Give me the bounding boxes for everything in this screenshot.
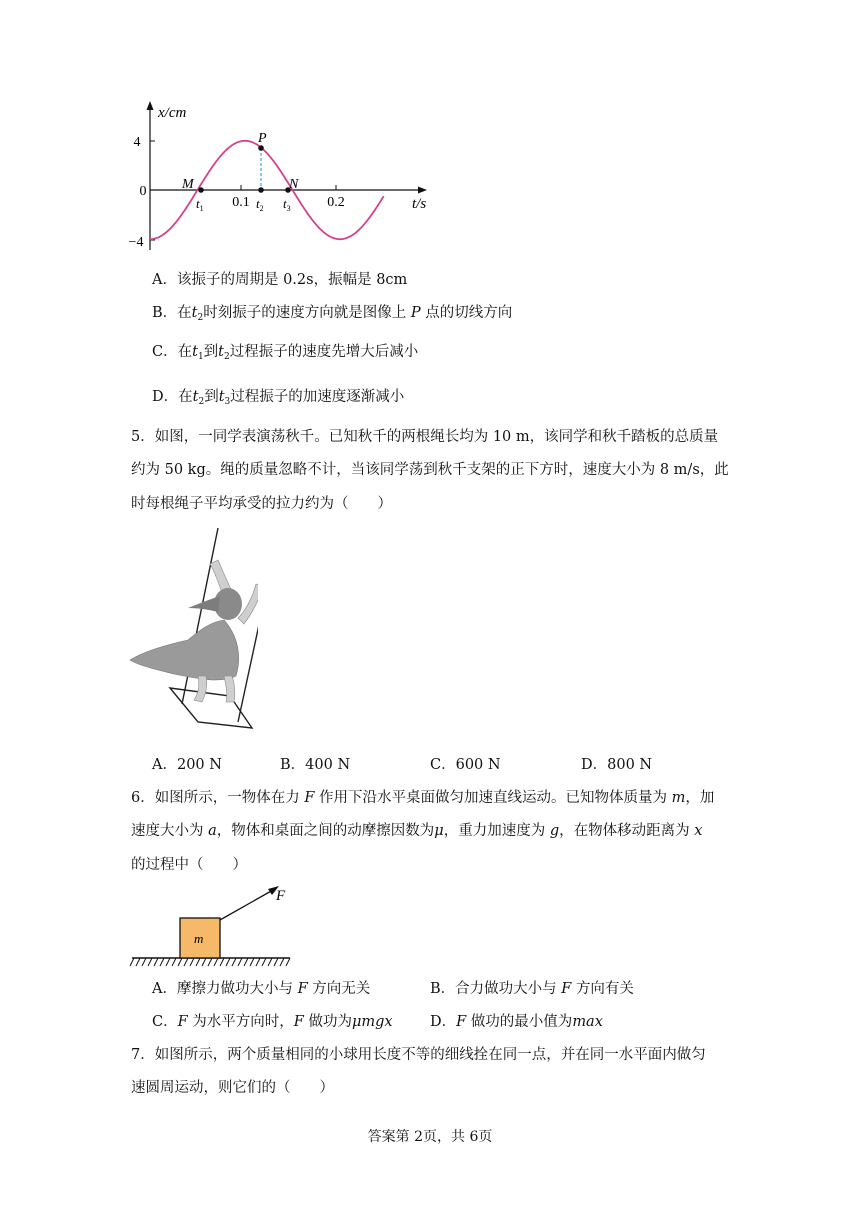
q6-option-a: A．摩擦力做功大小与 F 方向无关 xyxy=(152,981,371,997)
q6-option-d: D．F 做功的最小值为max xyxy=(430,1014,603,1030)
y-tick-4: 4 xyxy=(133,135,141,150)
label-t2: $t_2$ xyxy=(256,196,264,213)
block-force-diagram xyxy=(128,880,298,970)
q6-line-1: 6．如图所示，一物体在力 F 作用下沿水平桌面做匀加速直线运动。已知物体质量为 m，加 xyxy=(131,790,715,806)
x-tick-0.2: 0.2 xyxy=(327,195,345,210)
y-tick-neg4: −4 xyxy=(128,235,144,250)
q5-option-d: D．800 N xyxy=(581,757,653,773)
swing-illustration xyxy=(128,526,258,736)
force-arrow xyxy=(220,890,273,920)
label-t1: $t_1$ xyxy=(196,196,204,213)
y-axis-arrow xyxy=(147,101,154,110)
x-axis-label: t/s xyxy=(412,196,427,212)
page-footer: 答案第 2页，共 6页 xyxy=(367,1129,493,1145)
q4-option-c: C．在$t_1$到$t_2$过程振子的速度先增大后减小 xyxy=(152,344,419,362)
label-t3: $t_3$ xyxy=(283,196,291,213)
q5-option-a: A．200 N xyxy=(152,757,222,773)
q6-line-2: 速度大小为 a，物体和桌面之间的动摩擦因数为μ，重力加速度为 g，在物体移动距离为 x xyxy=(131,823,703,839)
q6-line-3: 的过程中（ ） xyxy=(131,857,247,873)
y-axis-label: x/cm xyxy=(158,105,187,121)
oscillation-graph xyxy=(125,98,435,258)
label-p: P xyxy=(258,131,267,146)
q4-option-a: A．该振子的周期是 0.2s，振幅是 8cm xyxy=(152,272,408,288)
mass-label: m xyxy=(194,931,204,946)
label-m: M xyxy=(182,177,194,192)
q5-line-3: 时每根绳子平均承受的拉力约为（ ） xyxy=(131,496,392,512)
q5-option-c: C．600 N xyxy=(430,757,501,773)
point-m xyxy=(198,187,204,193)
q5-option-b: B．400 N xyxy=(280,757,351,773)
q7-line-2: 速圆周运动，则它们的（ ） xyxy=(131,1080,334,1096)
q4-option-b: B．在$t_2$时刻振子的速度方向就是图像上 P 点的切线方向 xyxy=(152,305,513,323)
x-tick-0.1: 0.1 xyxy=(232,195,250,210)
y-tick-0: 0 xyxy=(139,184,147,199)
q4-option-d: D．在$t_2$到$t_3$过程振子的加速度逐渐减小 xyxy=(152,389,405,407)
q6-option-c: C．F 为水平方向时，F 做功为μmgx xyxy=(152,1014,393,1030)
point-p xyxy=(258,145,264,151)
label-n: N xyxy=(289,177,299,192)
q5-line-1: 5．如图，一同学表演荡秋千。已知秋千的两根绳长均为 10 m，该同学和秋千踏板的总质量 xyxy=(131,429,719,445)
force-label: F xyxy=(276,888,286,904)
point-t2 xyxy=(258,187,264,193)
q7-line-1: 7．如图所示，两个质量相同的小球用长度不等的细线拴在同一点，并在同一水平面内做匀 xyxy=(131,1047,706,1063)
q6-option-b: B．合力做功大小与 F 方向有关 xyxy=(430,981,634,997)
q5-line-2: 约为 50 kg。绳的质量忽略不计，当该同学荡到秋千支架的正下方时，速度大小为 8 m/s，此 xyxy=(131,462,729,478)
x-axis-arrow xyxy=(418,187,427,194)
